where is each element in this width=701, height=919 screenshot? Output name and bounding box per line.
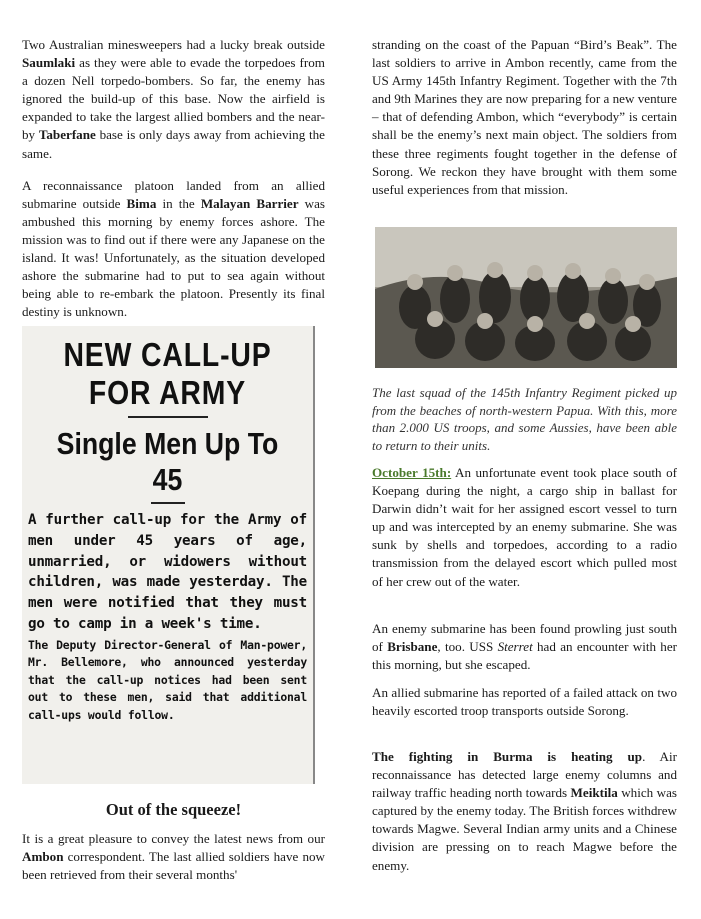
soldiers-photo (375, 227, 677, 368)
paragraph-reconnaissance (22, 177, 325, 322)
text: base is only days away from achieving the same. (22, 127, 325, 161)
clipping-paragraph: The Deputy Director-General of Man-power, Mr. Bellemore, who announced yesterday that the call-up notices had been sent out to these men, said that additional call-ups would follow. (28, 637, 307, 722)
paragraph-failed-attack: An allied submarine has reported of a failed attack on two heavily escorted troop transports outside Sorong. (372, 685, 677, 719)
paragraph-burma (372, 748, 677, 875)
paragraph-brisbane (372, 620, 677, 674)
paragraph-ambon (22, 830, 325, 884)
text: . Air reconnaissance has detected large enemy columns and railway traffic heading north towards (372, 749, 678, 801)
text: An unfortunate event took place south of Koepang during the night, a cargo ship in ballast for Darwin didn’t wait for her assigned escort vessel to turn up and was intercepted by an enemy submarine. She was sunk by shells and torpedoes, according to a radio transmission from the delayed escort which pulled most of her crew out of the water. (372, 465, 677, 589)
paragraph-stranding: stranding on the coast of the Papuan “Bird’s Beak”. The last soldiers to arrive in Ambon recently, came from the US Army 145th Infantry Regiment. Together with the 7th and 9th Marines they are now preparing for a new venture – that of defending Ambon, which “everybody” is certain shall be the enemy’s next main object. The soldiers from these three regiments fought together in the defense of Sorong. We reckon they have brought with them some useful experiences from that mission. (372, 37, 677, 197)
text: as they were able to evade the torpedoes from a dozen Nell torpedo-bombers. So far, the enemy has ignored the build-up of this base. Now the airfield is expanded to take the largest allied bombers and the near-by (22, 55, 325, 143)
date-link[interactable]: October 15th: (372, 465, 452, 480)
text: had an encounter with her this morning, but she escaped. (372, 639, 678, 673)
text: , too. USS (437, 639, 498, 655)
place-taberfane: Taberfane (38, 127, 96, 143)
place-brisbane: Brisbane (387, 639, 438, 655)
place-ambon: Ambon (22, 849, 64, 865)
place-saumlaki: Saumlaki (22, 55, 76, 71)
text: An enemy submarine has been found prowling just south of (372, 621, 677, 655)
soldiers-photo-image (375, 227, 677, 368)
text: was ambushed this morning by enemy forces ashore. The mission was to find out if there were any Japanese on the island. It was! Unfortunately, as the situation developed ashore the submarine had to put to sea again without being able to re-embark the platoon. Presently its final destiny is unknown. (22, 195, 325, 320)
burma-lead: The fighting in Burma is heating up (372, 749, 643, 764)
text: which was captured by the enemy today. The British forces withdrew towards Magwe. Several Indian army units and a Chinese division are pressing on to reach Magwe before the enemy. (372, 785, 677, 873)
left-column (22, 36, 325, 335)
place-meiktila: Meiktila (570, 785, 618, 801)
place-bima: Bima (126, 195, 157, 211)
text: correspondent. The last allied soldiers have now been retrieved from their several months' (22, 849, 325, 883)
place-malayan-barrier: Malayan Barrier (200, 195, 299, 211)
photo-caption: The last squad of the 145th Infantry Regiment picked up from the beaches of north-western Papua. With this, more than 2.000 US troops, and some Aussies, have been able to return to their units. (372, 385, 677, 453)
section-heading: Out of the squeeze! (105, 800, 242, 819)
text: in the (156, 195, 201, 211)
newspaper-clipping (22, 326, 315, 784)
clipping-paragraph: A further call-up for the Army of men under 45 years of age, unmarried, or widowers without children, was made yesterday. The men were notified that they must go to camp in a week's time. (28, 512, 307, 632)
clipping-divider (128, 416, 208, 418)
text: A reconnaissance platoon landed from an allied submarine outside (22, 177, 325, 211)
text: Two Australian minesweepers had a lucky break outside (22, 37, 325, 52)
paragraph-october-15 (372, 464, 677, 591)
clipping-headline: NEW CALL-UP FOR ARMY (63, 336, 272, 411)
paragraph-minesweepers (22, 36, 325, 163)
ship-sterret: Sterret (497, 639, 533, 655)
clipping-subheadline: Single Men Up To 45 (56, 426, 279, 497)
clipping-divider (151, 502, 185, 504)
text: It is a great pleasure to convey the latest news from our (22, 831, 325, 846)
